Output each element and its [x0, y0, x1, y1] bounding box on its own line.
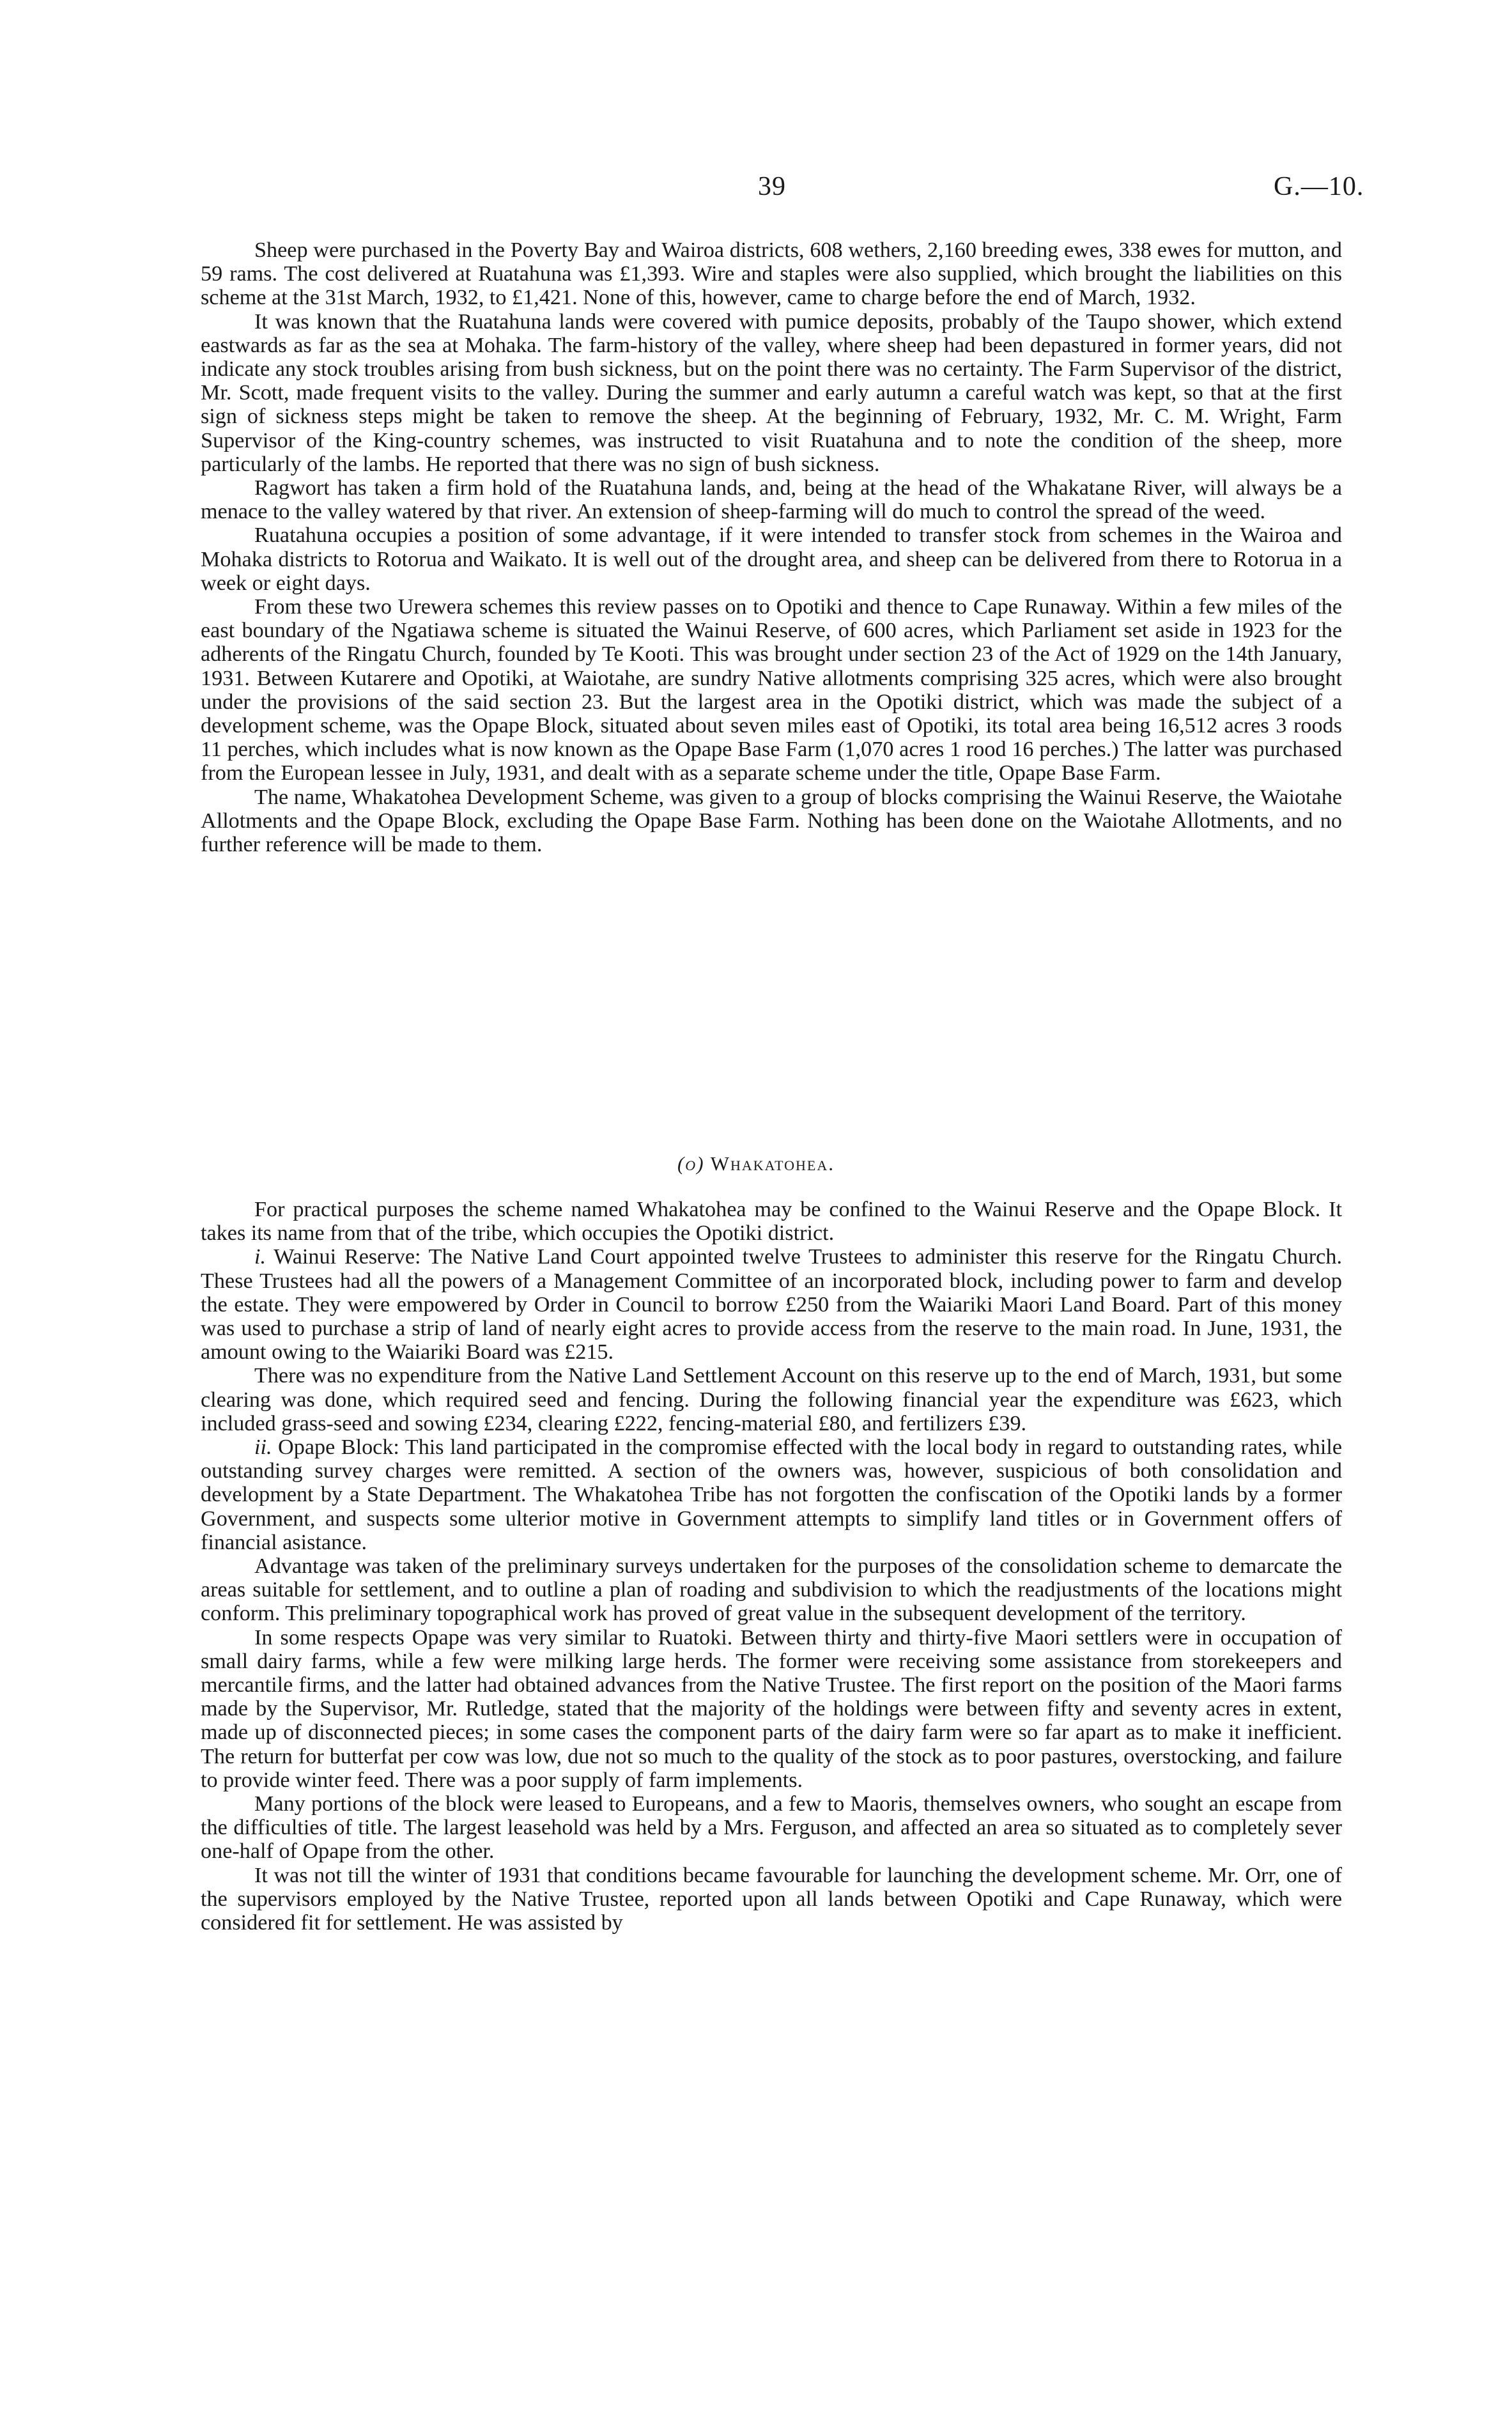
paragraph-text: Advantage was taken of the preliminary surveys undertaken for the purposes of the consolidation scheme to demarcate the areas suitable for settlement, and to outline a plan of roading and subdivision to which the readjustments of the locations might conform. This preliminary topographical work has proved of great value in the subsequent development of the territory. [201, 1554, 1342, 1626]
paragraph [201, 1864, 1342, 1935]
paragraph-text: In some respects Opape was very similar to Ruatoki. Between thirty and thirty-five Maori settlers were in occupation of small dairy farms, while a few were milking large herds. The former were receiving some assistance from storekeepers and mercantile firms, and the latter had obtained advances from the Native Trustee. The first report on the position of the Maori farms made by the Supervisor, Mr. Rutledge, stated that the majority of the holdings were between fifty and seventy acres in extent, made up of disconnected pieces; in some cases the component parts of the dairy farm were so far apart as to make it inefficient. The return for butterfat per cow was low, due not so much to the quality of the stock as to poor pastures, overstocking, and failure to provide winter feed. There was a poor supply of farm implements. [201, 1625, 1342, 1792]
paragraph [201, 1364, 1342, 1435]
paragraph [201, 1626, 1342, 1792]
paragraph: Sheep were purchased in the Poverty Bay and Wairoa districts, 608 wethers, 2,160 breeding ewes, 338 ewes for mutton, and 59 rams. The cost delivered at Ruatahuna was £1,393. Wire and staples were also supplied, which brought the liabilities on this scheme at the 31st March, 1932, to £1,421. None of this, however, came to charge before the end of March, 1932. [201, 238, 1342, 310]
paragraph-text: It was not till the winter of 1931 that conditions became favourable for launching the development scheme. Mr. Orr, one of the supervisors employed by the Native Trustee, reported upon all lands between Opotiki and Cape Runaway, which were considered fit for settlement. He was assisted by [201, 1863, 1342, 1935]
paragraph: Ragwort has taken a firm hold of the Ruatahuna lands, and, being at the head of the Whakatane River, will always be a menace to the valley watered by that river. An extension of sheep-farming will do much to control the spread of the weed. [201, 476, 1342, 524]
document-reference: G.—10. [1274, 172, 1364, 201]
subsection-label: ii. [254, 1435, 272, 1460]
section-label: (o) [677, 1152, 705, 1175]
paragraph [201, 1792, 1342, 1864]
paragraph [201, 1554, 1342, 1626]
section-heading [0, 1152, 1512, 1175]
paragraph: Ruatahuna occupies a position of some advantage, if it were intended to transfer stock from schemes in the Wairoa and Mohaka districts to Rotorua and Waikato. It is well out of the drought area, and sheep can be delivered from there to Rotorua in a week or eight days. [201, 523, 1342, 595]
text-block-lower [201, 1198, 1342, 1935]
paragraph [201, 1198, 1342, 1245]
paragraph-text: Many portions of the block were leased to Europeans, and a few to Maoris, themselves owners, who sought an escape from the difficulties of title. The largest leasehold was held by a Mrs. Ferguson, and affected an area so situated as to completely sever one-half of Opape from the other. [201, 1792, 1342, 1864]
paragraph: From these two Urewera schemes this review passes on to Opotiki and thence to Cape Runaway. Within a few miles of the east boundary of the Ngatiawa scheme is situated the Wainui Reserve, of 600 acres, which Parliament set aside in 1923 for the adherents of the Ringatu Church, founded by Te Kooti. This was brought under section 23 of the Act of 1929 on the 14th January, 1931. Between Kutarere and Opotiki, at Waiotahe, are sundry Native allotments comprising 325 acres, which were also brought under the provisions of the said section 23. But the largest area in the Opotiki district, which was made the subject of a development scheme, was the Opape Block, situated about seven miles east of Opotiki, its total area being 16,512 acres 3 roods 11 perches, which includes what is now known as the Opape Base Farm (1,070 acres 1 rood 16 perches.) The latter was purchased from the European lessee in July, 1931, and dealt with as a separate scheme under the title, Opape Base Farm. [201, 595, 1342, 785]
page-header [0, 171, 1512, 210]
paragraph-text: Opape Block: This land participated in the compromise effected with the local body in regard to outstanding rates, while outstanding survey charges were remitted. A section of the owners was, however, suspicious of both consolidation and development by a State Department. The Whakatohea Tribe has not forgotten the confiscation of the Opotiki lands by a former Government, and suspects some ulterior motive in Government attempts to simplify land titles or in Government offers of financial asistance. [201, 1435, 1343, 1554]
paragraph: The name, Whakatohea Development Scheme, was given to a group of blocks comprising the Wainui Reserve, the Waiotahe Allotments and the Opape Block, excluding the Opape Base Farm. Nothing has been done on the Waiotahe Allotments, and no further reference will be made to them. [201, 785, 1342, 857]
section-title: Whakatohea. [710, 1152, 835, 1175]
paragraph-text: Wainui Reserve: The Native Land Court appointed twelve Trustees to administer this reserve for the Ringatu Church. These Trustees had all the powers of a Management Committee of an incorporated block, including power to farm and develop the estate. They were empowered by Order in Council to borrow £250 from the Waiariki Maori Land Board. Part of this money was used to purchase a strip of land of nearly eight acres to provide access from the reserve to the main road. In June, 1931, the amount owing to the Waiariki Board was £215. [201, 1245, 1342, 1365]
subsection-label: i. [254, 1245, 266, 1269]
paragraph-text: For practical purposes the scheme named Whakatohea may be confined to the Wainui Reserve and the Opape Block. It takes its name from that of the tribe, which occupies the Opotiki district. [201, 1198, 1342, 1246]
paragraph [201, 1245, 1342, 1364]
page-number: 39 [758, 172, 786, 201]
paragraph-text: There was no expenditure from the Native Land Settlement Account on this reserve up to the end of March, 1931, but some clearing was done, which required seed and fencing. During the following financial year the expenditure was £623, which included grass-seed and sowing £234, clearing £222, fencing-material £80, and fertilizers £39. [201, 1364, 1342, 1435]
paragraph [201, 1435, 1342, 1554]
paragraph: It was known that the Ruatahuna lands were covered with pumice deposits, probably of the Taupo shower, which extend eastwards as far as the sea at Mohaka. The farm-history of the valley, where sheep had been depastured in former years, did not indicate any stock troubles arising from bush sickness, but on the point there was no certainty. The Farm Supervisor of the district, Mr. Scott, made frequent visits to the valley. During the summer and early autumn a careful watch was kept, so that at the first sign of sickness steps might be taken to remove the sheep. At the beginning of February, 1932, Mr. C. M. Wright, Farm Supervisor of the King-country schemes, was instructed to visit Ruatahuna and to note the condition of the sheep, more particularly of the lambs. He reported that there was no sign of bush sickness. [201, 309, 1342, 476]
text-block-upper [201, 238, 1342, 856]
